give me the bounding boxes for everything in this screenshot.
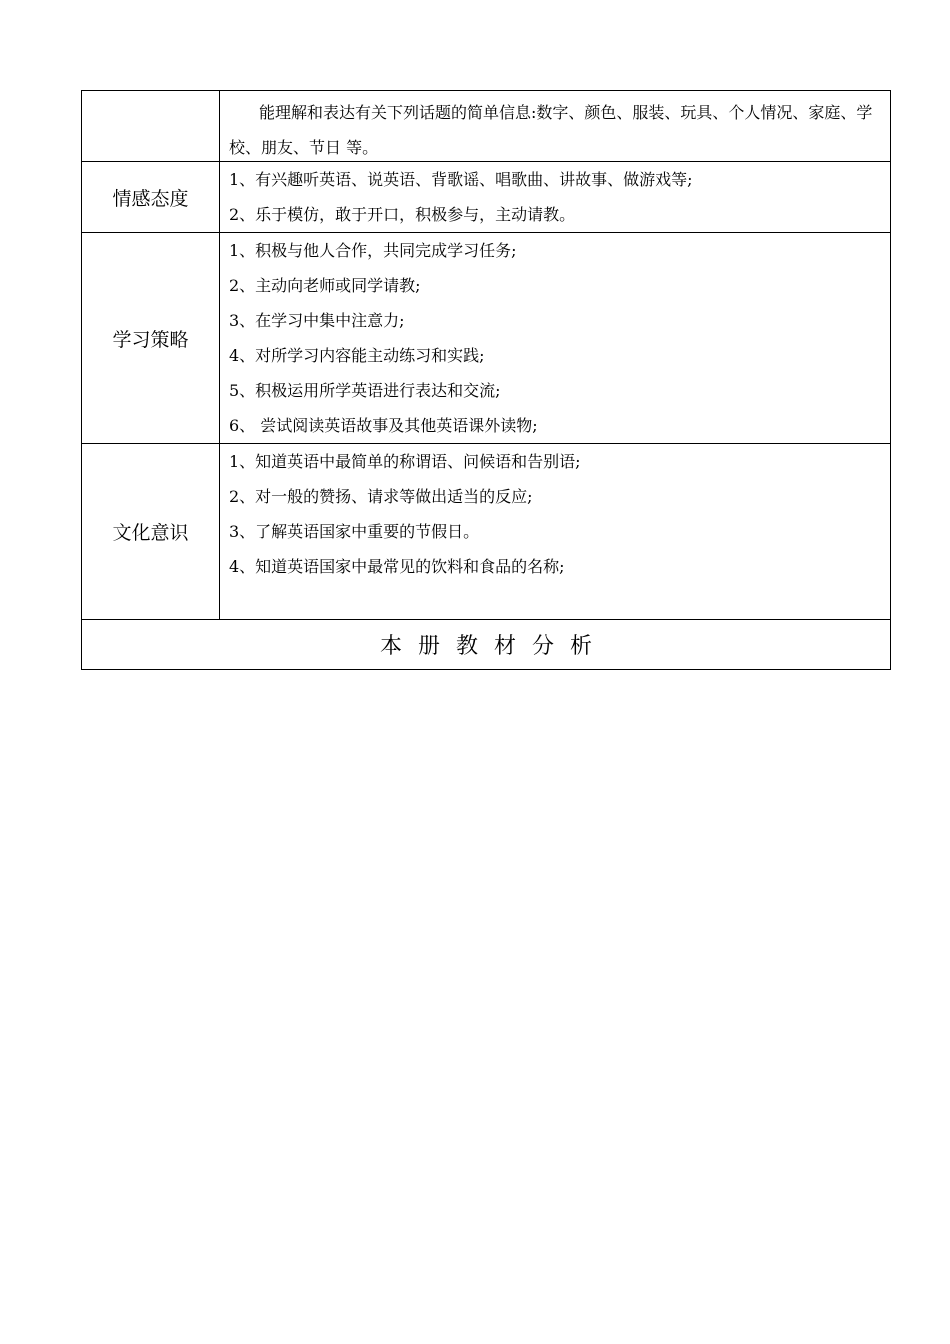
list-item: 4、对所学习内容能主动练习和实践; bbox=[229, 346, 485, 365]
list-item: 1、有兴趣听英语、说英语、背歌谣、唱歌曲、讲故事、做游戏等; bbox=[229, 170, 693, 189]
row-label-culture: 文化意识 bbox=[82, 444, 220, 620]
language-topics-text: 能理解和表达有关下列话题的简单信息:数字、颜色、服装、玩具、个人情况、家庭、学校、朋友、节日 等。 bbox=[229, 103, 873, 157]
row-label-strategy: 学习策略 bbox=[82, 233, 220, 444]
list-item: 5、积极运用所学英语进行表达和交流; bbox=[229, 381, 501, 400]
row-label-emotion: 情感态度 bbox=[82, 162, 220, 233]
list-item: 1、积极与他人合作，共同完成学习任务; bbox=[229, 241, 517, 260]
curriculum-table bbox=[81, 90, 891, 670]
table-row-strategy bbox=[82, 233, 891, 444]
list-item: 2、对一般的赞扬、请求等做出适当的反应; bbox=[229, 487, 533, 506]
row-content-strategy bbox=[220, 233, 891, 444]
list-item: 6、 尝试阅读英语故事及其他英语课外读物; bbox=[229, 416, 538, 435]
list-item: 4、知道英语国家中最常见的饮料和食品的名称; bbox=[229, 557, 565, 576]
table-row-language bbox=[82, 91, 891, 162]
section-heading: 本册教材分析 bbox=[82, 620, 891, 670]
row-label-empty bbox=[82, 91, 220, 162]
list-item: 3、了解英语国家中重要的节假日。 bbox=[229, 522, 480, 541]
table-row-banner bbox=[82, 620, 891, 670]
row-content-emotion bbox=[220, 162, 891, 233]
table-row-culture bbox=[82, 444, 891, 620]
row-content-language bbox=[220, 91, 891, 162]
list-item: 2、主动向老师或同学请教; bbox=[229, 276, 421, 295]
list-item: 2、乐于模仿，敢于开口，积极参与，主动请教。 bbox=[229, 205, 576, 224]
list-item: 1、知道英语中最简单的称谓语、问候语和告别语; bbox=[229, 452, 581, 471]
row-content-culture bbox=[220, 444, 891, 620]
table-row-emotion bbox=[82, 162, 891, 233]
list-item: 3、在学习中集中注意力; bbox=[229, 311, 405, 330]
